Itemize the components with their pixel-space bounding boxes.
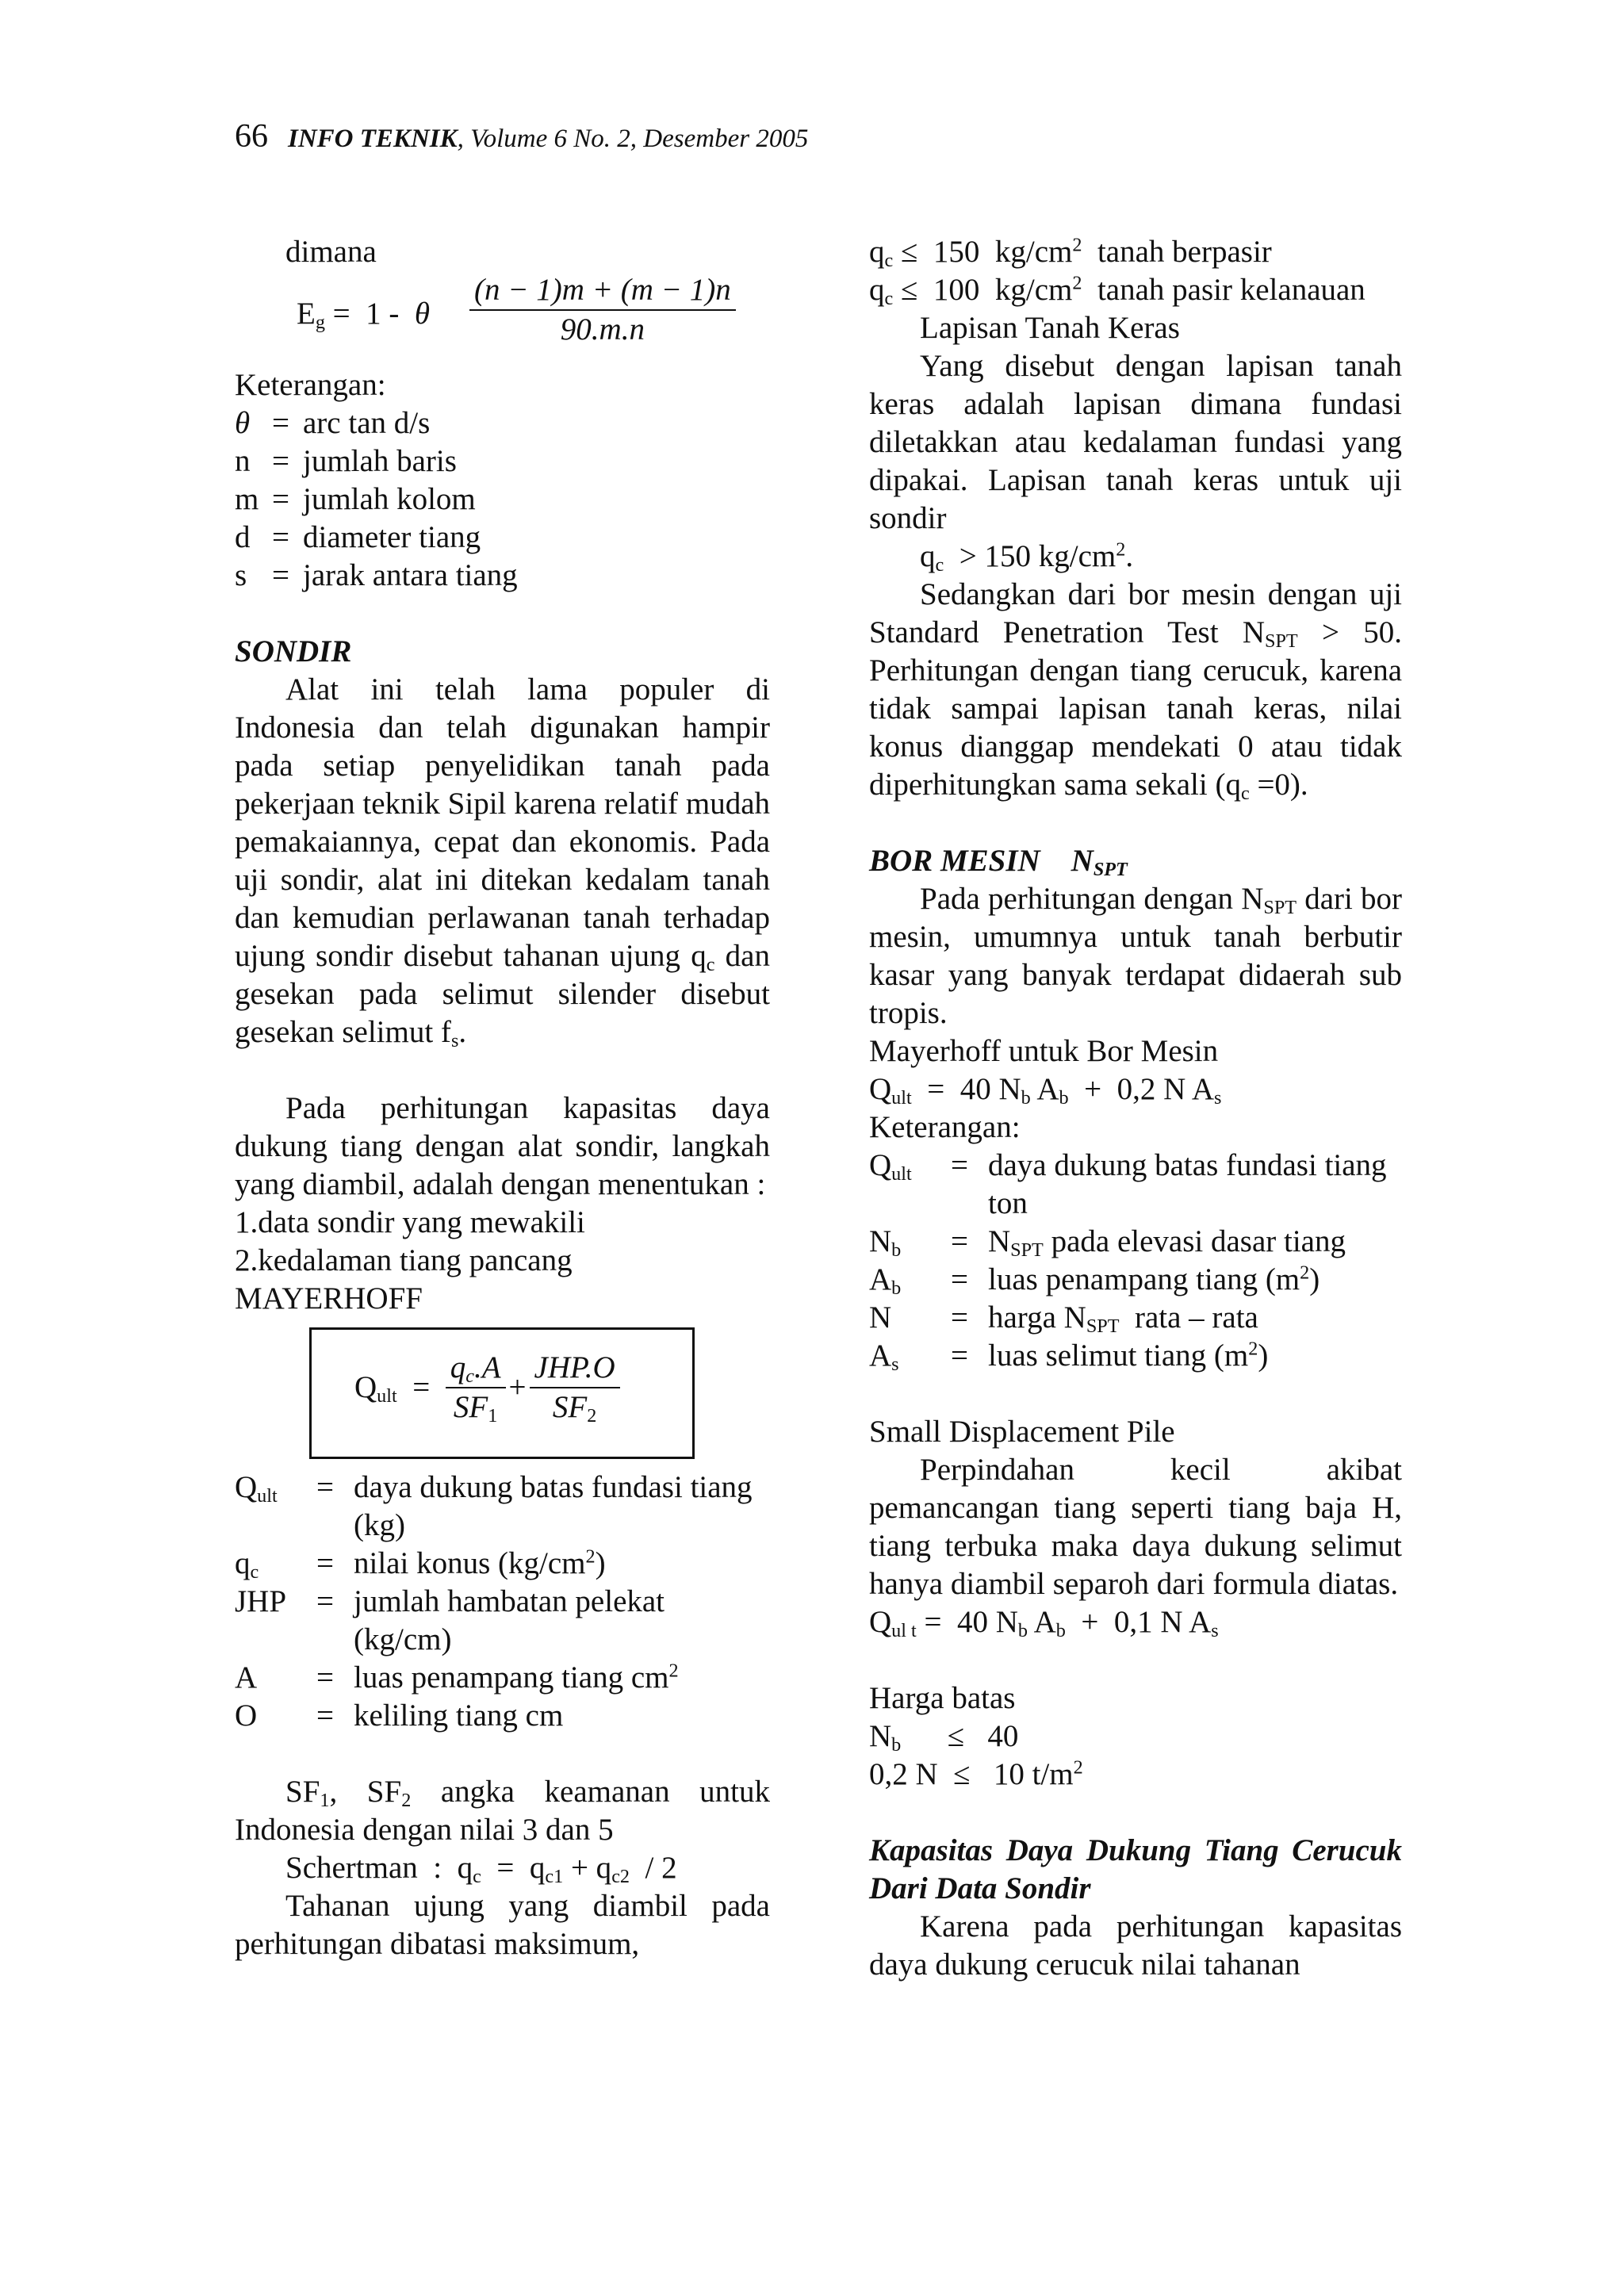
schertman-formula: Schertman : $q_c = q_{c1} + q_{c2} / 2$ <box>285 1851 677 1888</box>
page-number: 66 <box>235 118 268 155</box>
keterangan-equals: = <box>272 444 289 478</box>
kapasitas-cerucuk-heading: Kapasitas Daya Dukung Tiang Cerucuk Dari Data Sondir <box>869 1833 1402 1905</box>
qult-bor-formula: $Q_{ult} = 40$ $N_b$ $A_b + 0,2$ N $A_s$ <box>869 1072 1222 1109</box>
definition-value: jumlah hambatan pelekat (kg/cm) <box>354 1584 665 1656</box>
keterangan-symbol: m <box>235 482 259 516</box>
keterangan-value: diameter tiang <box>303 520 481 554</box>
definition-equals: = <box>951 1338 968 1373</box>
small-displacement-title: Small Displacement Pile <box>869 1415 1175 1449</box>
qult-formula-box <box>309 1327 695 1459</box>
definition-value: keliling tiang cm <box>354 1698 564 1733</box>
definition-value: harga $N_{SPT}$ rata – rata <box>988 1300 1258 1338</box>
qult-definitions <box>235 1469 770 1735</box>
definition-row <box>869 1337 1402 1375</box>
definition-row <box>235 1659 770 1697</box>
journal-title <box>288 124 808 153</box>
definition-equals: = <box>316 1584 334 1618</box>
definition-equals: = <box>951 1148 968 1182</box>
list-item-1: 1.data sondir yang mewakili <box>235 1205 585 1239</box>
keterangan-value: arc tan d/s <box>303 406 431 440</box>
definition-equals: = <box>951 1300 968 1335</box>
keterangan-symbol: s <box>235 558 247 592</box>
keterangan-equals: = <box>272 558 289 592</box>
harga-batas-n: 0,2 N ≤ 10 $t/m^2$ <box>869 1756 1083 1791</box>
box-fraction-1: $\frac{q_c.A}{SF_1}$ <box>446 1349 506 1427</box>
keterangan-symbol: n <box>235 444 251 478</box>
definition-symbol: $Q_{ult}$ <box>869 1148 912 1185</box>
eg-denominator: 90.m.n <box>560 312 645 347</box>
definition-value: luas penampang tiang $cm^2$ <box>354 1660 679 1695</box>
keterangan-equals: = <box>272 482 289 516</box>
eg-formula <box>235 271 770 366</box>
definition-row <box>235 1697 770 1735</box>
keterangan-row <box>235 519 770 557</box>
keterangan-row <box>235 557 770 595</box>
definition-row <box>235 1545 770 1583</box>
definition-equals: = <box>316 1698 334 1733</box>
definition-row <box>235 1469 770 1545</box>
page-header <box>235 117 808 155</box>
lapisan-keras-title: Lapisan Tanah Keras <box>920 311 1180 345</box>
definition-equals: = <box>951 1262 968 1296</box>
definition-equals: = <box>316 1660 334 1695</box>
keterangan-value: jumlah kolom <box>303 482 476 516</box>
eg-numerator: (n − 1)m + (m − 1)n <box>469 271 736 311</box>
qc-kelanauan: $q_c \le 100$ $kg/cm^2$ tanah pasir kelanauan <box>869 272 1365 310</box>
definition-symbol: $Q_{ult}$ <box>235 1470 278 1507</box>
definition-symbol: O <box>235 1698 258 1733</box>
box-lhs: $Q_{ult}$ = <box>354 1370 446 1407</box>
nspt-paragraph: Pada perhitungan dengan $N_{SPT}$ dari bor mesin, umumnya untuk tanah berbutir kasar yang banyak terdapat didaerah sub tropis. <box>869 882 1403 1030</box>
sondir-heading: SONDIR <box>235 634 352 668</box>
keterangan-row <box>235 404 770 442</box>
right-column <box>869 233 1402 1984</box>
definition-value: daya dukung batas fundasi tiang ton <box>988 1148 1387 1220</box>
definition-value: daya dukung batas fundasi tiang (kg) <box>354 1470 753 1542</box>
keterangan-row <box>235 442 770 481</box>
definition-row <box>869 1261 1402 1299</box>
eg-lhs: $E_g = 1 - \theta$ <box>297 297 431 334</box>
qult-small-formula: $Q_{ul t} = 40$ $N_b$ $A_b + 0,1$ N $A_s$ <box>869 1605 1219 1642</box>
keterangan-equals: = <box>272 406 289 440</box>
lapisan-paragraph: Yang disebut dengan lapisan tanah keras adalah lapisan dimana fundasi diletakkan atau kedalaman fundasi yang dipakai. Lapisan tanah keras untuk uji sondir <box>869 349 1402 535</box>
keterangan-value: jarak antara tiang <box>303 558 518 592</box>
qc-berpasir: $q_c \le 150$ $kg/cm^2$ tanah berpasir <box>869 234 1272 272</box>
mayerhoff-label: MAYERHOFF <box>235 1281 423 1316</box>
sf-paragraph: $SF_1$, $SF_2$ angka keamanan untuk Indonesia dengan nilai 3 dan 5 <box>235 1775 770 1847</box>
definition-symbol: $A_b$ <box>869 1262 902 1300</box>
keterangan-label: Keterangan: <box>235 368 386 402</box>
definition-symbol: A <box>235 1660 258 1695</box>
harga-batas-nb: $N_b$ ≤ 40 <box>869 1719 1019 1756</box>
list-item-2: 2.kedalaman tiang pancang <box>235 1243 573 1277</box>
small-displacement-paragraph: Perpindahan kecil akibat pemancangan tiang seperti tiang baja H, tiang terbuka maka daya dukung selimut hanya diambil separoh dari formula diatas. <box>869 1453 1402 1601</box>
keterangan-row <box>235 481 770 519</box>
eg-fraction <box>469 271 736 349</box>
definition-row <box>235 1583 770 1659</box>
definition-value: nilai konus $(kg/cm^2)$ <box>354 1545 606 1580</box>
sondir-paragraph: Alat ini telah lama populer di Indonesia dan telah digunakan hampir pada setiap penyelidikan tanah pada pekerjaan teknik Sipil karena relatif mudah pemakaiannya, cepat dan ekonomis. Pada uji sondir, alat ini ditekan kedalam tanah dan kemudian perlawanan tanah terhadap ujung sondir disebut tahanan ujung $q_c$ dan gesekan pada selimut silender disebut gesekan selimut $f_s$. <box>235 672 770 1052</box>
bor-paragraph: Sedangkan dari bor mesin dengan uji Standard Penetration Test $N_{SPT} > 50$. Perhitungan dengan tiang cerucuk, karena tidak sampai lapisan tanah keras, nilai konus dianggap mendekati 0 atau tidak diperhitungkan sama sekali $(q_c =0)$. <box>869 577 1402 805</box>
keterangan-label-right: Keterangan: <box>869 1110 1021 1144</box>
definition-equals: = <box>316 1546 334 1580</box>
keterangan-equals: = <box>272 520 289 554</box>
kapasitas-paragraph: Pada perhitungan kapasitas daya dukung tiang dengan alat sondir, langkah yang diambil, adalah dengan menentukan : <box>235 1091 770 1201</box>
keterangan-value: jumlah baris <box>303 444 457 478</box>
box-plus: + <box>508 1370 527 1404</box>
kapasitas-cerucuk-paragraph: Karena pada perhitungan kapasitas daya dukung cerucuk nilai tahanan <box>869 1909 1402 1982</box>
bor-definitions <box>869 1147 1402 1375</box>
definition-value: luas selimut tiang $(m^2)$ <box>988 1338 1269 1373</box>
bor-mesin-heading: BOR MESIN $N_{SPT}$ <box>869 844 1128 881</box>
keterangan-symbol: d <box>235 520 251 554</box>
definition-symbol: N <box>869 1300 892 1335</box>
definition-value: luas penampang tiang $(m^2)$ <box>988 1262 1320 1296</box>
journal-name: INFO TEKNIK <box>288 124 458 153</box>
qc-keras: $q_c > 150$ $kg/cm^2$. <box>920 538 1134 576</box>
definition-equals: = <box>951 1224 968 1258</box>
definition-symbol: $q_c$ <box>235 1546 259 1584</box>
definition-row <box>869 1299 1402 1337</box>
definition-value: $N_{SPT}$ pada elevasi dasar tiang <box>988 1224 1346 1262</box>
left-column <box>235 233 770 1963</box>
tahanan-paragraph: Tahanan ujung yang diambil pada perhitungan dibatasi maksimum, <box>235 1889 770 1961</box>
definition-equals: = <box>316 1470 334 1504</box>
definition-row <box>869 1147 1402 1223</box>
keterangan-list <box>235 404 770 595</box>
box-fraction-2: $\frac{\text{JHP.O}}{SF_2}$ <box>530 1349 620 1427</box>
keterangan-symbol: θ <box>235 406 251 440</box>
dimana-label: dimana <box>285 235 377 269</box>
journal-volume: , Volume 6 No. 2, Desember 2005 <box>457 124 809 153</box>
definition-symbol: JHP <box>235 1584 287 1618</box>
harga-batas-title: Harga batas <box>869 1681 1016 1715</box>
mayerhoff-bor-label: Mayerhoff untuk Bor Mesin <box>869 1034 1219 1068</box>
definition-symbol: $A_s$ <box>869 1338 899 1376</box>
definition-symbol: $N_b$ <box>869 1224 902 1262</box>
definition-row <box>869 1223 1402 1261</box>
